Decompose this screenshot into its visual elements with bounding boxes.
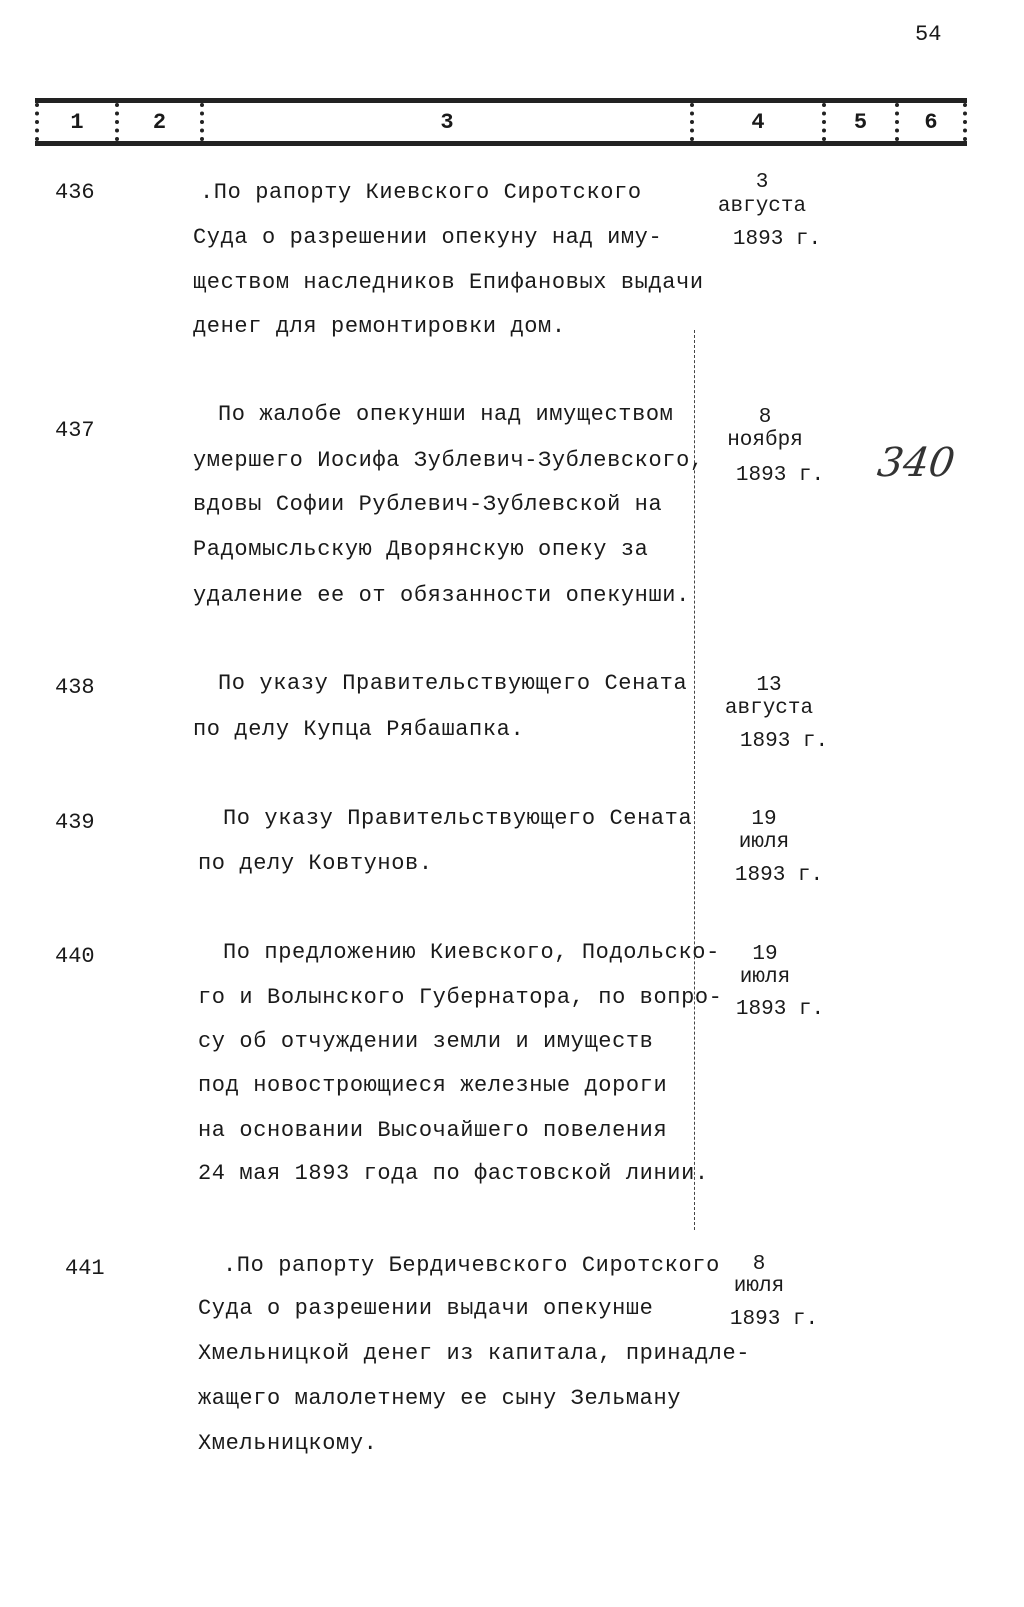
- entry-date-year: 1893 г.: [732, 228, 822, 251]
- entry-text-line: .По рапорту Бердичевского Сиротского: [223, 1253, 720, 1278]
- entry-text-line: 24 мая 1893 года по фастовской линии.: [198, 1161, 709, 1186]
- entry-text-line: Хмельницкой денег из капитала, принадле-: [198, 1341, 751, 1366]
- header-col-5: 5: [822, 103, 895, 141]
- entry-date-month: ноября: [727, 429, 803, 452]
- entry-text-line: по делу Купца Рябашапка.: [193, 717, 525, 742]
- entry-text-line: удаление ее от обязанности опекунши.: [193, 583, 690, 608]
- entry-text-line: Хмельницкому.: [198, 1431, 378, 1456]
- entry-date-day: 19: [751, 808, 777, 831]
- entry-date-month: июля: [733, 1275, 785, 1298]
- entry-number: 437: [55, 418, 95, 443]
- page-number: 54: [915, 22, 942, 47]
- entry-date-month: августа: [724, 697, 814, 720]
- entry-date-day: 8: [758, 406, 772, 429]
- entry-text-line: на основании Высочайшего повеления: [198, 1118, 668, 1143]
- entry-date-year: 1893 г.: [739, 730, 829, 753]
- entry-text-line: денег для ремонтировки дом.: [193, 314, 566, 339]
- entry-date-year: 1893 г.: [735, 998, 825, 1021]
- entry-text-line: су об отчуждении земли и имуществ: [198, 1029, 654, 1054]
- entry-date-month: августа: [717, 195, 807, 218]
- entry-number: 439: [55, 810, 95, 835]
- entry-number: 436: [55, 180, 95, 205]
- header-col-2: 2: [115, 103, 200, 141]
- entry-text-line: По предложению Киевского, Подольско-: [223, 940, 720, 965]
- entry-date-month: июля: [738, 831, 790, 854]
- table-header: [35, 98, 967, 146]
- entry-text-line: ществом наследников Епифановых выдачи: [193, 270, 704, 295]
- entry-number: 441: [65, 1256, 105, 1281]
- header-col-1: 1: [35, 103, 115, 141]
- entry-text-line: Суда о разрешении опекуну над иму-: [193, 225, 663, 250]
- entry-number: 440: [55, 944, 95, 969]
- entry-text-line: умершего Иосифа Зублевич-Зублевского,: [193, 448, 704, 473]
- entry-date-day: 19: [752, 943, 778, 966]
- entry-text-line: Суда о разрешении выдачи опекунше: [198, 1296, 654, 1321]
- entry-text-line: Радомысльскую Дворянскую опеку за: [193, 537, 649, 562]
- header-col-6: 6: [895, 103, 967, 141]
- entry-number: 438: [55, 675, 95, 700]
- entry-date-year: 1893 г.: [734, 864, 824, 887]
- entry-date-day: 3: [755, 171, 769, 194]
- entry-date-year: 1893 г.: [729, 1308, 819, 1331]
- entry-text-line: По указу Правительствующего Сената: [218, 671, 688, 696]
- entry-text-line: го и Волынского Губернатора, по вопро-: [198, 985, 723, 1010]
- entry-text-line: По жалобе опекунши над имуществом: [218, 402, 674, 427]
- entry-text-line: .По рапорту Киевского Сиротского: [200, 180, 642, 205]
- entry-text-line: под новостроющиеся железные дороги: [198, 1073, 668, 1098]
- handwritten-note: 340: [874, 440, 958, 486]
- entry-text-line: По указу Правительствующего Сената: [223, 806, 693, 831]
- entry-date-year: 1893 г.: [735, 464, 825, 487]
- entry-text-line: жащего малолетнему ее сыну Зельману: [198, 1386, 682, 1411]
- header-col-4: 4: [690, 103, 822, 141]
- entry-date-day: 13: [756, 674, 782, 697]
- entry-text-line: вдовы Софии Рублевич-Зублевской на: [193, 492, 663, 517]
- entry-date-month: июля: [739, 966, 791, 989]
- header-col-3: 3: [200, 103, 690, 141]
- entry-text-line: по делу Ковтунов.: [198, 851, 433, 876]
- entry-date-day: 8: [752, 1253, 766, 1276]
